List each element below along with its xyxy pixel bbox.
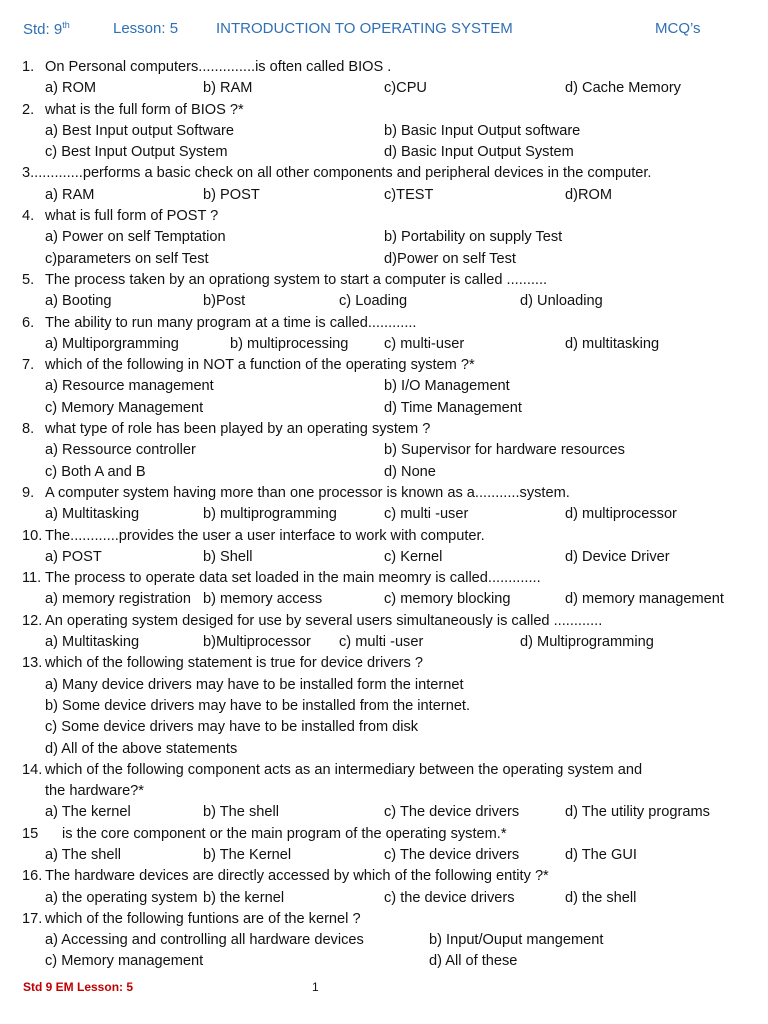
option-text: b) I/O Management — [384, 378, 510, 395]
option-text: d) None — [384, 463, 436, 480]
question-line — [0, 866, 768, 887]
question-number: 8. — [22, 421, 35, 438]
option-text: a) Accessing and controlling all hardware devices — [45, 932, 364, 949]
question-number: 12. — [22, 612, 43, 629]
options-line — [0, 376, 768, 397]
option-text: d) The utility programs — [565, 804, 710, 821]
options-line — [0, 185, 768, 206]
option-text: d) Multiprogramming — [520, 634, 654, 651]
question-text: which of the following component acts as an intermediary between the operating system and — [45, 761, 643, 778]
options-line — [0, 675, 768, 696]
option-text: c) Loading — [339, 293, 408, 310]
question-number: 10. — [22, 527, 43, 544]
option-text: d) Device Driver — [565, 548, 670, 565]
question-number: 7. — [22, 357, 35, 374]
option-text: c) Best Input Output System — [45, 144, 228, 161]
option-text: d) All of these — [429, 953, 518, 970]
options-line — [0, 334, 768, 355]
option-text: c) memory blocking — [384, 591, 511, 608]
option-text: c) The device drivers — [384, 846, 520, 863]
question-text: A computer system having more than one processor is known as a...........system. — [45, 484, 570, 501]
question-number: 11. — [22, 570, 42, 587]
question-line — [0, 355, 768, 376]
options-line — [0, 696, 768, 717]
page-footer — [0, 980, 768, 1000]
header-std-sup: th — [62, 20, 70, 30]
question-number: 9. — [22, 484, 35, 501]
option-text: a) Booting — [45, 293, 112, 310]
options-line — [0, 802, 768, 823]
option-text: c) Kernel — [384, 548, 443, 565]
header-tag: MCQ’s — [655, 20, 701, 37]
options-line — [0, 717, 768, 738]
question-text: The ability to run many program at a time is called............ — [45, 314, 417, 331]
question-text: what type of role has been played by an operating system ? — [45, 421, 431, 438]
options-line — [0, 547, 768, 568]
option-text: b)Post — [203, 293, 246, 310]
header-std — [23, 20, 70, 38]
question-line — [0, 824, 768, 845]
options-line — [0, 78, 768, 99]
options-line — [0, 930, 768, 951]
option-text: a) the operating system — [45, 889, 198, 906]
question-line — [0, 163, 768, 184]
options-line — [0, 462, 768, 483]
option-text: b) RAM — [203, 80, 253, 97]
question-number: 16. — [22, 868, 43, 885]
option-text: c) Memory Management — [45, 399, 204, 416]
question-line — [0, 57, 768, 78]
option-text: the hardware?* — [45, 783, 144, 800]
question-text: which of the following statement is true for device drivers ? — [45, 655, 423, 672]
option-text: d) multiprocessor — [565, 506, 677, 523]
question-text: An operating system desiged for use by several users simultaneously is called ............ — [45, 612, 603, 629]
option-text: a) The shell — [45, 846, 121, 863]
header-title: INTRODUCTION TO OPERATING SYSTEM — [216, 20, 513, 37]
question-number: 1. — [22, 59, 35, 75]
option-text: d) Cache Memory — [565, 80, 681, 97]
question-text: The process to operate data set loaded in the main meomry is called............. — [45, 570, 541, 587]
option-text: c) Both A and B — [45, 463, 146, 480]
option-text: c) multi-user — [384, 335, 465, 352]
question-line — [0, 419, 768, 440]
option-text: d) the shell — [565, 889, 637, 906]
options-line — [0, 291, 768, 312]
question-text: what is the full form of BIOS ?* — [45, 101, 244, 118]
option-text: c)CPU — [384, 80, 427, 97]
option-text: b) The shell — [203, 804, 279, 821]
question-number: 14. — [22, 761, 43, 778]
question-line — [0, 653, 768, 674]
options-line — [0, 142, 768, 163]
options-line — [0, 121, 768, 142]
option-text: a) Many device drivers may have to be installed form the internet — [45, 676, 464, 693]
question-line — [0, 760, 768, 781]
question-text: is the core component or the main program of the operating system.* — [62, 825, 507, 842]
option-text: d)ROM — [565, 186, 613, 203]
option-text: c) Memory management — [45, 953, 204, 970]
option-text: b) The Kernel — [203, 846, 292, 863]
option-text: b) multiprocessing — [230, 335, 349, 352]
option-text: b) Basic Input Output software — [384, 122, 581, 139]
question-text: which of the following funtions are of the kernel ? — [45, 910, 361, 927]
options-line — [0, 888, 768, 909]
question-line — [0, 206, 768, 227]
option-text: c)TEST — [384, 186, 434, 203]
question-line — [0, 611, 768, 632]
question-number: 4. — [22, 208, 35, 225]
page-number: 1 — [312, 980, 319, 994]
question-number: 13. — [22, 655, 43, 672]
question-text: which of the following in NOT a function of the operating system ?* — [45, 357, 475, 374]
option-text: a) The kernel — [45, 804, 131, 821]
question-number: 6. — [22, 314, 35, 331]
question-text: The hardware devices are directly accessed by which of the following entity ?* — [45, 868, 549, 885]
options-line — [0, 589, 768, 610]
option-text: a) Ressource controller — [45, 442, 196, 459]
footer-label: Std 9 EM Lesson: 5 — [23, 980, 134, 994]
options-line — [0, 781, 768, 802]
option-text: b)Multiprocessor — [203, 634, 311, 651]
option-text: d) Basic Input Output System — [384, 144, 574, 161]
option-text: d) Time Management — [384, 399, 522, 416]
header-std-text: Std: 9 — [23, 21, 63, 38]
option-text: b) Portability on supply Test — [384, 229, 563, 246]
question-line — [0, 568, 768, 589]
option-text: d) The GUI — [565, 846, 637, 863]
options-line — [0, 440, 768, 461]
option-text: d) All of the above statements — [45, 740, 238, 757]
question-line — [0, 100, 768, 121]
question-number: 17. — [22, 910, 43, 927]
question-number: 2. — [22, 101, 35, 118]
mcq-list — [0, 57, 768, 973]
option-text: a) POST — [45, 548, 102, 565]
question-number: 5. — [22, 271, 35, 288]
question-line — [0, 526, 768, 547]
option-text: c) multi -user — [384, 506, 469, 523]
option-text: a) Power on self Temptation — [45, 229, 226, 246]
option-text: a) Multitasking — [45, 634, 140, 651]
question-text: what is full form of POST ? — [45, 208, 219, 225]
option-text: c) the device drivers — [384, 889, 515, 906]
question-text: The............provides the user a user interface to work with computer. — [45, 527, 485, 544]
question-line — [0, 313, 768, 334]
options-line — [0, 227, 768, 248]
option-text: a) Best Input output Software — [45, 122, 235, 139]
question-line — [0, 909, 768, 930]
question-number: 15 — [22, 825, 39, 842]
options-line — [0, 739, 768, 760]
question-text: 3.............performs a basic check on all other components and peripheral devices in the computer. — [22, 165, 652, 182]
option-text: b) the kernel — [203, 889, 285, 906]
option-text: b) memory access — [203, 591, 323, 608]
option-text: a) RAM — [45, 186, 95, 203]
question-text: The process taken by an oprationg system to start a computer is called .......... — [45, 271, 548, 288]
option-text: d) Unloading — [520, 293, 603, 310]
option-text: c) Some device drivers may have to be installed from disk — [45, 719, 419, 736]
option-text: c)parameters on self Test — [45, 250, 209, 267]
option-text: a) memory registration — [45, 591, 191, 608]
option-text: a) Multiporgramming — [45, 335, 179, 352]
option-text: a) ROM — [45, 80, 97, 97]
option-text: a) Multitasking — [45, 506, 140, 523]
question-text: On Personal computers..............is often called BIOS . — [45, 59, 392, 75]
header-lesson: Lesson: 5 — [113, 20, 179, 37]
option-text: d)Power on self Test — [384, 250, 516, 267]
options-line — [0, 951, 768, 972]
option-text: b) Some device drivers may have to be installed from the internet. — [45, 697, 471, 714]
page-header — [0, 20, 768, 42]
option-text: b) POST — [203, 186, 260, 203]
option-text: b) Supervisor for hardware resources — [384, 442, 625, 459]
options-line — [0, 504, 768, 525]
options-line — [0, 398, 768, 419]
options-line — [0, 249, 768, 270]
option-text: b) Shell — [203, 548, 253, 565]
option-text: c) multi -user — [339, 634, 424, 651]
options-line — [0, 632, 768, 653]
question-line — [0, 483, 768, 504]
option-text: d) memory management — [565, 591, 724, 608]
option-text: d) multitasking — [565, 335, 660, 352]
option-text: b) Input/Ouput mangement — [429, 932, 604, 949]
options-line — [0, 845, 768, 866]
option-text: b) multiprogramming — [203, 506, 337, 523]
question-line — [0, 270, 768, 291]
option-text: c) The device drivers — [384, 804, 520, 821]
option-text: a) Resource management — [45, 378, 214, 395]
